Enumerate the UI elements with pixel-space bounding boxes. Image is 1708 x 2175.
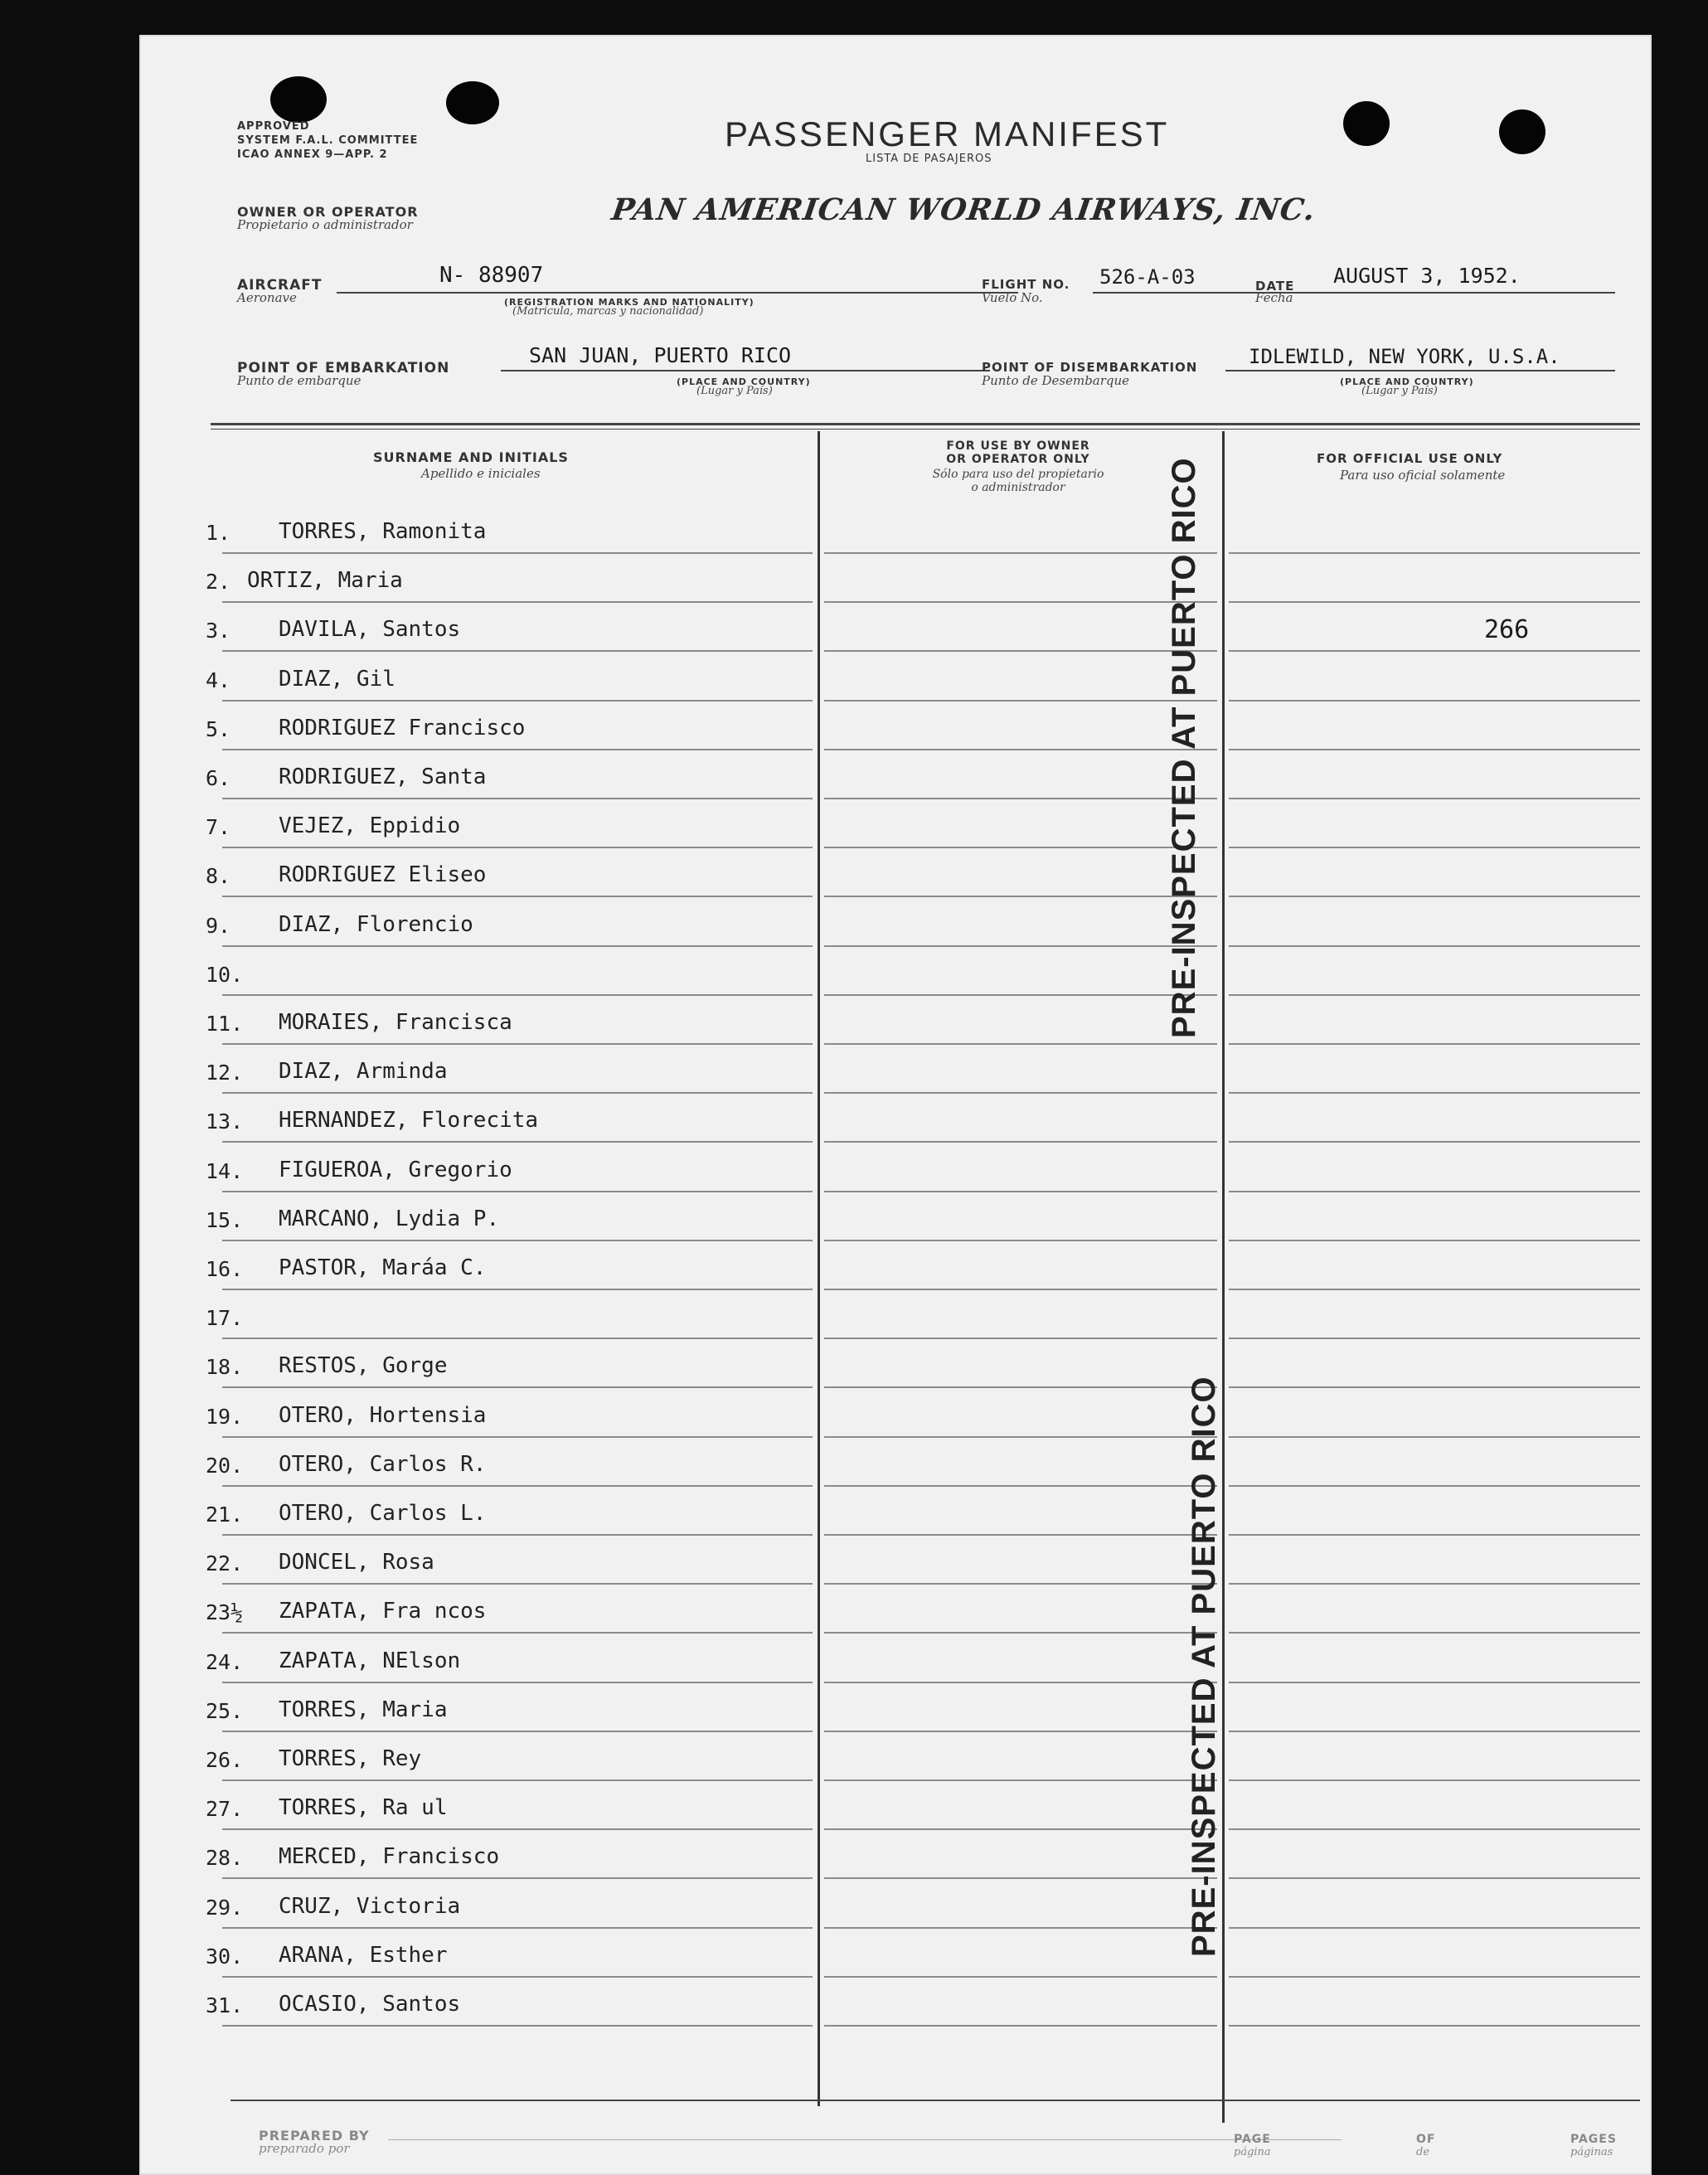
embark-label-es: Punto de embarque	[237, 373, 361, 388]
passenger-name: RESTOS, Gorge	[279, 1353, 448, 1378]
column-divider-1	[818, 431, 820, 2106]
row-number: 7.	[206, 815, 231, 839]
row-rule	[222, 749, 813, 750]
embark-line	[501, 370, 990, 371]
row-number: 1.	[206, 521, 231, 545]
flight-no-value: 526-A-03	[1099, 265, 1196, 289]
passenger-name: DIAZ, Arminda	[279, 1059, 448, 1084]
row-number: 14.	[206, 1159, 244, 1183]
pre-inspection-stamp: PRE-INSPECTED AT PUERTO RICO	[1166, 457, 1202, 1038]
row-rule	[824, 700, 1217, 702]
aircraft-line	[337, 292, 1018, 294]
prepared-label: PREPARED BY	[259, 2128, 370, 2143]
col-header-official: FOR OFFICIAL USE ONLY	[1317, 451, 1503, 466]
row-number: 13.	[206, 1109, 244, 1134]
page-label-es: página	[1234, 2146, 1271, 2158]
date-line	[1300, 292, 1615, 294]
passenger-name: OTERO, Carlos L.	[279, 1501, 487, 1526]
disembark-label: POINT OF DISEMBARKATION	[982, 360, 1198, 375]
row-rule	[1229, 1338, 1640, 1339]
row-rule	[1229, 601, 1640, 603]
row-rule	[1229, 1386, 1640, 1388]
row-number: 3.	[206, 619, 231, 643]
row-rule	[1229, 1191, 1640, 1192]
passenger-name: ZAPATA, NElson	[279, 1648, 461, 1673]
row-rule	[222, 1043, 813, 1045]
row-rule	[222, 1386, 813, 1388]
approval-line: SYSTEM F.A.L. COMMITTEE	[237, 134, 419, 147]
row-rule	[824, 552, 1217, 554]
row-number: 20.	[206, 1454, 244, 1478]
pages-label-es: páginas	[1570, 2146, 1613, 2158]
disembark-line	[1225, 370, 1615, 371]
row-rule	[1229, 2025, 1640, 2027]
prepared-line	[388, 2139, 1342, 2140]
row-rule	[222, 1485, 813, 1487]
aircraft-value: N- 88907	[439, 263, 544, 288]
row-rule	[1229, 847, 1640, 848]
passenger-name: ZAPATA, Fra ncos	[279, 1599, 487, 1624]
row-rule	[1229, 1731, 1640, 1732]
row-rule	[824, 1092, 1217, 1094]
row-rule	[1229, 798, 1640, 799]
row-rule	[1229, 1534, 1640, 1536]
row-rule	[824, 1877, 1217, 1879]
row-rule	[1229, 1583, 1640, 1585]
row-number: 17.	[206, 1306, 244, 1330]
date-value: AUGUST 3, 1952.	[1333, 264, 1521, 288]
row-rule	[824, 1436, 1217, 1438]
date-label-es: Fecha	[1255, 290, 1293, 305]
col-header-owner-line: FOR USE BY OWNER	[946, 439, 1090, 453]
row-rule	[222, 1976, 813, 1978]
registration-note: (REGISTRATION MARKS AND NATIONALITY)	[504, 297, 755, 308]
row-rule	[1229, 1828, 1640, 1830]
passenger-name: DIAZ, Florencio	[279, 912, 473, 937]
passenger-name: DIAZ, Gil	[279, 667, 395, 692]
row-rule	[824, 896, 1217, 897]
passenger-name: DONCEL, Rosa	[279, 1550, 434, 1575]
row-rule	[824, 601, 1217, 603]
row-rule	[824, 1632, 1217, 1634]
place-note-right-es: (Lugar y País)	[1361, 385, 1438, 397]
row-number: 18.	[206, 1355, 244, 1379]
aircraft-label-es: Aeronave	[237, 290, 297, 305]
row-rule	[824, 1191, 1217, 1192]
passenger-name: MERCED, Francisco	[279, 1844, 500, 1869]
passenger-name: VEJEZ, Eppidio	[279, 813, 461, 838]
row-number: 31.	[206, 1993, 244, 2017]
row-rule	[1229, 1043, 1640, 1045]
pre-inspection-stamp: PRE-INSPECTED AT PUERTO RICO	[1186, 1376, 1222, 1957]
col-header-owner-es	[886, 468, 1151, 494]
row-number: 19.	[206, 1405, 244, 1429]
disembark-value: IDLEWILD, NEW YORK, U.S.A.	[1249, 345, 1560, 368]
passenger-name: RODRIGUEZ Eliseo	[279, 862, 487, 887]
row-rule	[1229, 1632, 1640, 1634]
row-number: 23½	[206, 1600, 244, 1624]
row-rule	[1229, 1436, 1640, 1438]
place-note: (PLACE AND COUNTRY)	[677, 376, 811, 387]
row-rule	[222, 1141, 813, 1143]
passenger-name: OTERO, Hortensia	[279, 1403, 487, 1428]
row-rule	[222, 1779, 813, 1781]
row-rule	[824, 650, 1217, 652]
row-rule	[222, 1092, 813, 1094]
embark-value: SAN JUAN, PUERTO RICO	[529, 343, 792, 367]
passenger-name: MORAIES, Francisca	[279, 1010, 512, 1035]
row-rule	[1229, 1485, 1640, 1487]
row-number: 30.	[206, 1944, 244, 1969]
passenger-name: OCASIO, Santos	[279, 1992, 461, 2017]
row-number: 8.	[206, 864, 231, 888]
date-label: DATE	[1255, 279, 1295, 294]
of-label-es: de	[1416, 2146, 1430, 2158]
row-rule	[1229, 945, 1640, 947]
passenger-name: HERNANDEZ, Florecita	[279, 1108, 539, 1133]
row-rule	[222, 994, 813, 996]
passenger-name: FIGUEROA, Gregorio	[279, 1158, 512, 1182]
col-header-name: SURNAME AND INITIALS	[373, 449, 569, 465]
row-rule	[824, 1338, 1217, 1339]
embark-label: POINT OF EMBARKATION	[237, 360, 450, 376]
row-rule	[222, 552, 813, 554]
col-header-owner-es-line: o administrador	[971, 481, 1065, 494]
passenger-name: PASTOR, Maráa C.	[279, 1255, 487, 1280]
pages-label: PAGES	[1570, 2133, 1617, 2146]
col-header-name-es: Apellido e iniciales	[421, 466, 541, 481]
row-rule	[1229, 1927, 1640, 1929]
row-rule	[222, 1731, 813, 1732]
row-rule	[1229, 1289, 1640, 1290]
row-rule	[1229, 650, 1640, 652]
row-rule	[824, 1731, 1217, 1732]
row-rule	[824, 1485, 1217, 1487]
row-number: 9.	[206, 914, 231, 938]
row-number: 16.	[206, 1257, 244, 1281]
registration-note-es: (Matricula, marcas y nacionalidad)	[512, 305, 704, 318]
row-rule	[824, 1289, 1217, 1290]
aircraft-label: AIRCRAFT	[237, 277, 323, 294]
row-rule	[1229, 1976, 1640, 1978]
row-rule	[824, 1141, 1217, 1143]
row-number: 26.	[206, 1748, 244, 1772]
page-label: PAGE	[1234, 2133, 1271, 2146]
owner-label: OWNER OR OPERATOR	[237, 204, 419, 220]
row-rule	[222, 1682, 813, 1683]
row-rule	[1229, 1141, 1640, 1143]
row-rule	[824, 749, 1217, 750]
row-number: 27.	[206, 1797, 244, 1821]
row-rule	[824, 1583, 1217, 1585]
row-number: 2.	[206, 570, 231, 594]
row-rule	[824, 1927, 1217, 1929]
row-rule	[222, 847, 813, 848]
place-note-es: (Lugar y País)	[696, 385, 773, 397]
row-rule	[824, 1386, 1217, 1388]
row-rule	[824, 994, 1217, 996]
row-number: 15.	[206, 1208, 244, 1232]
manifest-sheet	[139, 35, 1652, 2175]
row-rule	[824, 1828, 1217, 1830]
row-rule	[1229, 1779, 1640, 1781]
row-rule	[222, 1240, 813, 1241]
row-rule	[1229, 896, 1640, 897]
owner-name: PAN AMERICAN WORLD AIRWAYS, INC.	[609, 192, 1318, 227]
punch-hole	[270, 76, 327, 123]
passenger-name: ARANA, Esther	[279, 1943, 448, 1968]
row-rule	[222, 1191, 813, 1192]
of-label: OF	[1416, 2133, 1436, 2146]
col-header-owner	[886, 439, 1151, 466]
row-rule	[1229, 552, 1640, 554]
passenger-name: TORRES, Rey	[279, 1746, 422, 1771]
row-number: 5.	[206, 717, 231, 741]
row-rule	[222, 700, 813, 702]
row-number: 22.	[206, 1551, 244, 1575]
punch-hole	[446, 81, 499, 124]
passenger-name: ORTIZ, Maria	[247, 568, 403, 593]
row-rule	[824, 2025, 1217, 2027]
passenger-name: MARCANO, Lydia P.	[279, 1206, 500, 1231]
row-number: 28.	[206, 1846, 244, 1870]
approval-line: APPROVED	[237, 120, 310, 133]
row-rule	[222, 1583, 813, 1585]
passenger-name: DAVILA, Santos	[279, 617, 461, 642]
col-header-owner-es-line: Sólo para uso del propietario	[932, 468, 1104, 481]
row-number: 6.	[206, 766, 231, 790]
row-rule	[824, 945, 1217, 947]
row-rule	[824, 798, 1217, 799]
row-rule	[824, 847, 1217, 848]
passenger-name: RODRIGUEZ, Santa	[279, 765, 487, 789]
row-rule	[222, 798, 813, 799]
row-rule	[222, 1338, 813, 1339]
official-note: 266	[1484, 615, 1530, 644]
approval-block	[237, 119, 418, 162]
col-header-official-es: Para uso oficial solamente	[1340, 468, 1506, 483]
place-note-right: (PLACE AND COUNTRY)	[1340, 376, 1474, 387]
row-rule	[1229, 1092, 1640, 1094]
row-rule	[222, 945, 813, 947]
row-rule	[222, 1828, 813, 1830]
passenger-name: CRUZ, Victoria	[279, 1894, 461, 1919]
row-rule	[824, 1976, 1217, 1978]
footer-rule	[230, 2100, 1640, 2101]
col-header-owner-line: OR OPERATOR ONLY	[946, 453, 1090, 466]
passenger-name: TORRES, Maria	[279, 1697, 448, 1722]
passenger-name: TORRES, Ramonita	[279, 519, 487, 544]
document-subtitle: LISTA DE PASAJEROS	[866, 153, 992, 165]
passenger-name: OTERO, Carlos R.	[279, 1452, 487, 1477]
row-rule	[1229, 1877, 1640, 1879]
row-rule	[824, 1779, 1217, 1781]
row-rule	[222, 1534, 813, 1536]
row-rule	[824, 1240, 1217, 1241]
passenger-name: RODRIGUEZ Francisco	[279, 716, 526, 740]
flight-no-label-es: Vuelo No.	[982, 290, 1043, 305]
row-rule	[1229, 1682, 1640, 1683]
document-title: PASSENGER MANIFEST	[725, 114, 1170, 153]
row-rule	[1229, 749, 1640, 750]
row-number: 21.	[206, 1503, 244, 1527]
row-rule	[222, 1877, 813, 1879]
row-rule	[1229, 1240, 1640, 1241]
punch-hole	[1343, 101, 1390, 146]
row-rule	[222, 1632, 813, 1634]
row-rule	[222, 896, 813, 897]
row-rule	[824, 1682, 1217, 1683]
row-rule	[222, 2025, 813, 2027]
approval-line: ICAO ANNEX 9—APP. 2	[237, 148, 388, 161]
row-rule	[222, 1436, 813, 1438]
table-top-rule	[211, 423, 1640, 425]
owner-label-es: Propietario o administrador	[237, 217, 413, 232]
row-rule	[222, 1289, 813, 1290]
row-rule	[1229, 700, 1640, 702]
passenger-name: TORRES, Ra ul	[279, 1795, 448, 1820]
row-number: 10.	[206, 963, 244, 987]
disembark-label-es: Punto de Desembarque	[982, 373, 1130, 388]
row-number: 25.	[206, 1699, 244, 1723]
row-number: 4.	[206, 668, 231, 692]
row-rule	[1229, 994, 1640, 996]
row-number: 29.	[206, 1896, 244, 1920]
row-rule	[824, 1534, 1217, 1536]
row-number: 24.	[206, 1650, 244, 1674]
row-number: 11.	[206, 1012, 244, 1036]
row-rule	[824, 1043, 1217, 1045]
row-rule	[222, 1927, 813, 1929]
flight-no-label: FLIGHT NO.	[982, 277, 1070, 292]
row-rule	[222, 650, 813, 652]
row-rule	[222, 601, 813, 603]
row-number: 12.	[206, 1061, 244, 1085]
table-top-rule-2	[211, 429, 1640, 430]
prepared-label-es: preparado por	[259, 2141, 350, 2156]
punch-hole	[1499, 109, 1545, 154]
